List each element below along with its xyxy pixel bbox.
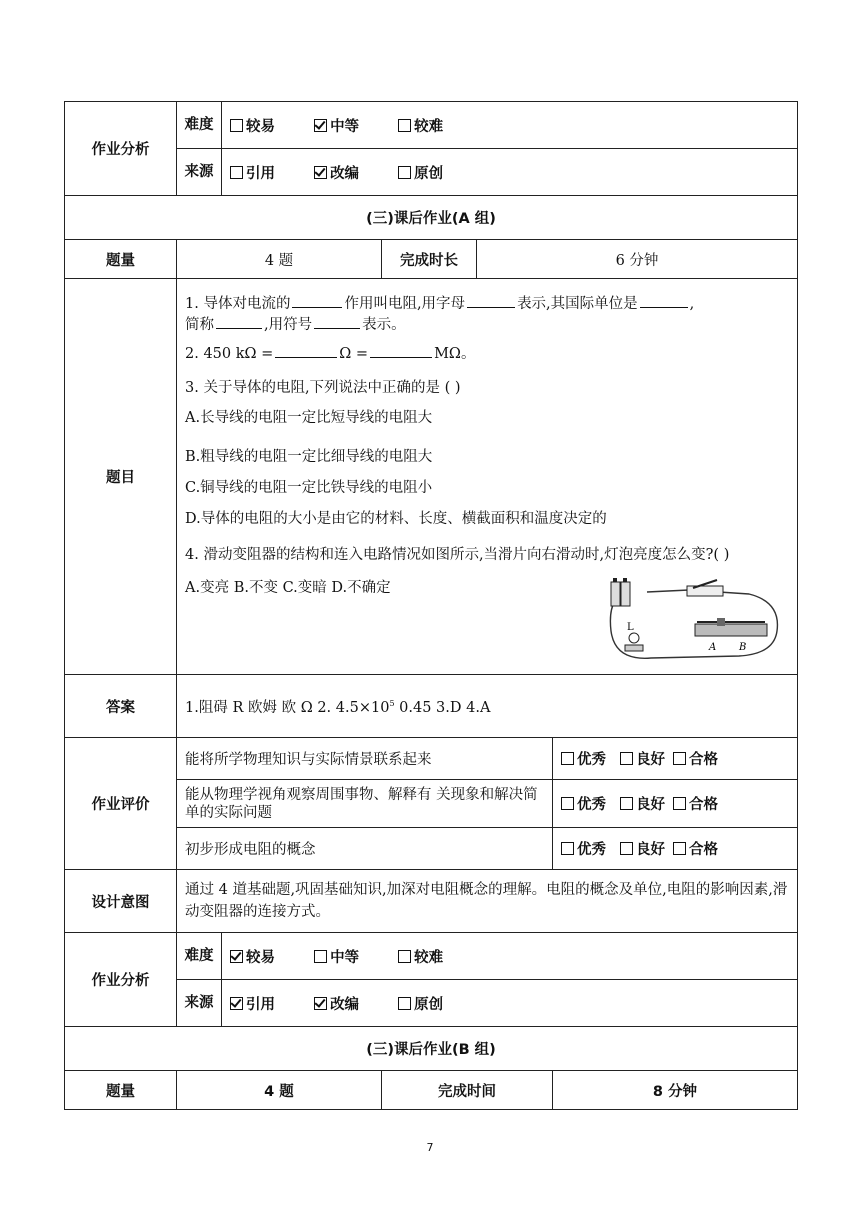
answer-blank[interactable] [216,314,262,329]
checkbox-icon [620,842,633,855]
grade-option[interactable]: 良好 [620,838,665,859]
battery-icon [611,578,630,606]
checkbox-icon [620,752,633,765]
checked-checkbox-icon [314,119,327,132]
answer-blank[interactable] [292,293,342,308]
question-4: 4. 滑动变阻器的结构和连入电路情况如图所示,当滑片向右滑动时,灯泡亮度怎么变?( ) [185,547,730,563]
switch-icon [687,580,723,596]
difficulty-option[interactable]: 较易 [230,946,275,967]
answer-cell: 1.阻碍 R 欧姆 欧 Ω 2. $4.5\times 10^5$ 0.45 3.D 4.A [177,675,798,738]
answer-label: 答案 [65,675,177,738]
checked-checkbox-icon [230,950,243,963]
source-options [222,980,798,1027]
svg-text:B: B [739,642,747,653]
source-option[interactable]: 原创 [398,162,443,183]
difficulty-option[interactable]: 中等 [314,946,359,967]
design-label: 设计意图 [65,870,177,933]
checkbox-icon [673,842,686,855]
question-3: 3. 关于导体的电阻,下列说法中正确的是 ( ) [185,380,461,396]
evaluation-item: 能将所学物理知识与实际情景联系起来 [177,738,553,780]
question-2: 2. 450 kΩ = Ω = MΩ。 [185,343,789,364]
difficulty-label: 难度 [177,102,222,149]
checkbox-icon [673,752,686,765]
homework-table [64,101,798,1110]
grade-option[interactable]: 优秀 [561,748,606,769]
difficulty-option[interactable]: 中等 [314,115,359,136]
checkbox-icon [230,166,243,179]
grade-option[interactable]: 合格 [673,748,718,769]
checked-checkbox-icon [230,997,243,1010]
difficulty-option[interactable]: 较难 [398,946,443,967]
svg-text:A: A [709,642,717,653]
difficulty-label: 难度 [177,933,222,980]
analysis-label: 作业分析 [65,102,177,196]
svg-text:L: L [627,622,634,633]
difficulty-options [222,102,798,149]
question-3-option-c: C.铜导线的电阻一定比铁导线的电阻小 [185,480,433,496]
checkbox-icon [398,997,411,1010]
grade-option[interactable]: 合格 [673,838,718,859]
count-value: 4 题 [177,240,382,279]
source-option[interactable]: 引用 [230,993,275,1014]
section-a-title: (三)课后作业(A 组) [65,196,798,240]
grade-option[interactable]: 优秀 [561,793,606,814]
evaluation-item: 能从物理学视角观察周围事物、解释有 关现象和解决简单的实际问题 [177,780,553,828]
answer-blank[interactable] [640,293,688,308]
checkbox-icon [230,119,243,132]
checkbox-icon [314,950,327,963]
count-value: 4 题 [177,1071,382,1110]
checked-checkbox-icon [314,997,327,1010]
grade-options [553,828,798,870]
checkbox-icon [561,842,574,855]
evaluation-item: 初步形成电阻的概念 [177,828,553,870]
design-text: 通过 4 道基础题,巩固基础知识,加深对电阻概念的理解。电阻的概念及单位,电阻的影响因素,滑动变阻器的连接方式。 [177,870,798,933]
checkbox-icon [398,119,411,132]
questions-label: 题目 [65,279,177,675]
rheostat-icon [695,618,767,653]
answer-blank[interactable] [314,314,360,329]
checkbox-icon [673,797,686,810]
section-b-title: (三)课后作业(B 组) [65,1027,798,1071]
grade-options [553,780,798,828]
grade-option[interactable]: 良好 [620,748,665,769]
grade-option[interactable]: 优秀 [561,838,606,859]
evaluation-label: 作业评价 [65,738,177,870]
source-option[interactable]: 改编 [314,993,359,1014]
time-label: 完成时间 [382,1071,553,1110]
checkbox-icon [561,797,574,810]
source-option[interactable]: 引用 [230,162,275,183]
question-4-options: A.变亮 B.不变 C.变暗 D.不确定 [185,580,391,596]
grade-options [553,738,798,780]
questions-cell [177,279,798,675]
page-number: 7 [426,1141,434,1154]
checkbox-icon [561,752,574,765]
source-label: 来源 [177,980,222,1027]
time-value: 6 分钟 [477,240,798,279]
checkbox-icon [398,166,411,179]
time-label: 完成时长 [382,240,477,279]
source-option[interactable]: 改编 [314,162,359,183]
answer-blank[interactable] [275,343,337,358]
difficulty-option[interactable]: 较易 [230,115,275,136]
count-label: 题量 [65,1071,177,1110]
analysis-label: 作业分析 [65,933,177,1027]
question-3-option-a: A.长导线的电阻一定比短导线的电阻大 [185,410,433,426]
time-value: 8 分钟 [553,1071,798,1110]
grade-option[interactable]: 良好 [620,793,665,814]
question-1: 1. 导体对电流的 作用叫电阻,用字母 表示,其国际单位是 , 简称 ,用符号 表示。 [185,293,789,335]
source-options [222,149,798,196]
answer-blank[interactable] [467,293,515,308]
question-3-option-b: B.粗导线的电阻一定比细导线的电阻大 [185,449,433,465]
count-label: 题量 [65,240,177,279]
difficulty-options [222,933,798,980]
checked-checkbox-icon [314,166,327,179]
grade-option[interactable]: 合格 [673,793,718,814]
source-option[interactable]: 原创 [398,993,443,1014]
circuit-diagram-image [599,576,789,668]
difficulty-option[interactable]: 较难 [398,115,443,136]
checkbox-icon [398,950,411,963]
source-label: 来源 [177,149,222,196]
lamp-icon [625,622,643,651]
question-3-option-d: D.导体的电阻的大小是由它的材料、长度、横截面积和温度决定的 [185,511,607,527]
checkbox-icon [620,797,633,810]
answer-blank[interactable] [370,343,432,358]
